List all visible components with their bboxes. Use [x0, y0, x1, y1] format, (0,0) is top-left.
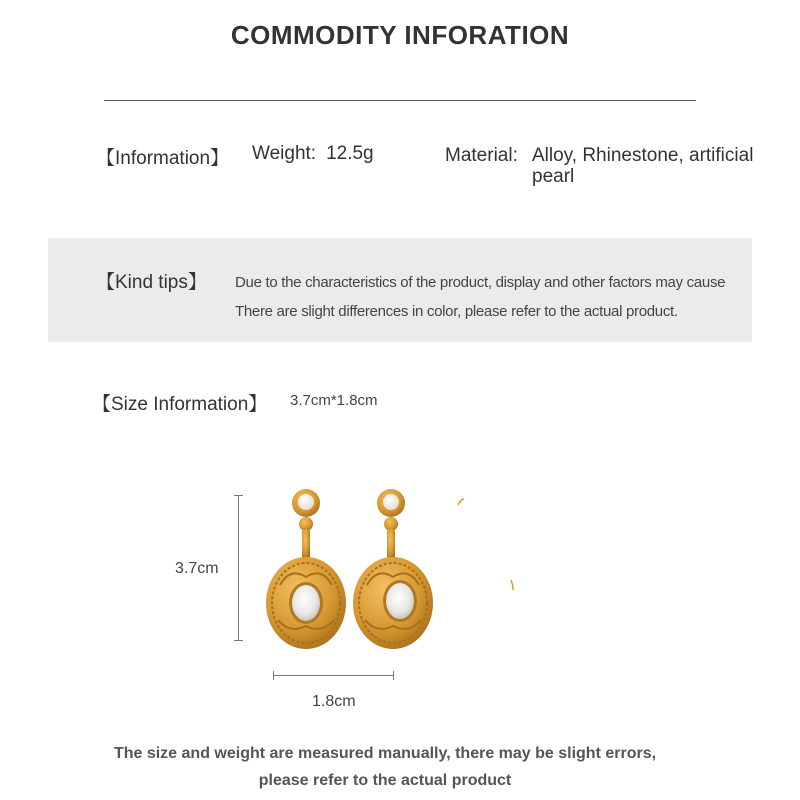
measurement-note — [0, 740, 770, 794]
height-dimension-cap-top — [234, 495, 243, 496]
height-dimension-cap-bottom — [234, 640, 243, 641]
earring-right — [353, 489, 433, 649]
earring-left — [266, 489, 346, 649]
height-dimension-line — [238, 495, 239, 641]
kind-tips-line: There are slight differences in color, please refer to the actual product. — [235, 303, 678, 320]
material-key: Material: — [445, 145, 518, 166]
measurement-note-line: please refer to the actual product — [258, 772, 512, 789]
kind-tips-line: Due to the characteristics of the product, display and other factors may cause — [235, 274, 726, 291]
material-value: Alloy, Rhinestone, artificial pearl — [532, 145, 754, 187]
page-title: COMMODITY INFORATION — [230, 20, 570, 50]
weight-value: 12.5g — [326, 143, 374, 164]
size-information-label: 【Size Information】 — [92, 394, 268, 415]
weight-key: Weight: — [252, 143, 317, 164]
width-dimension-cap-right — [393, 671, 394, 680]
title-divider — [104, 100, 696, 101]
height-dimension-label: 3.7cm — [175, 560, 219, 577]
width-dimension-label: 1.8cm — [312, 693, 356, 710]
size-information-value: 3.7cm*1.8cm — [290, 392, 378, 409]
width-dimension-line — [273, 675, 394, 676]
kind-tips-label: 【Kind tips】 — [96, 272, 207, 293]
width-dimension-cap-left — [273, 671, 274, 680]
weight-info — [252, 143, 374, 165]
measurement-note-line: The size and weight are measured manually, there may be slight errors, — [113, 745, 657, 762]
kind-tips-text — [235, 268, 725, 326]
information-label: 【Information】 — [96, 148, 230, 169]
earrings-product-image — [260, 485, 520, 655]
